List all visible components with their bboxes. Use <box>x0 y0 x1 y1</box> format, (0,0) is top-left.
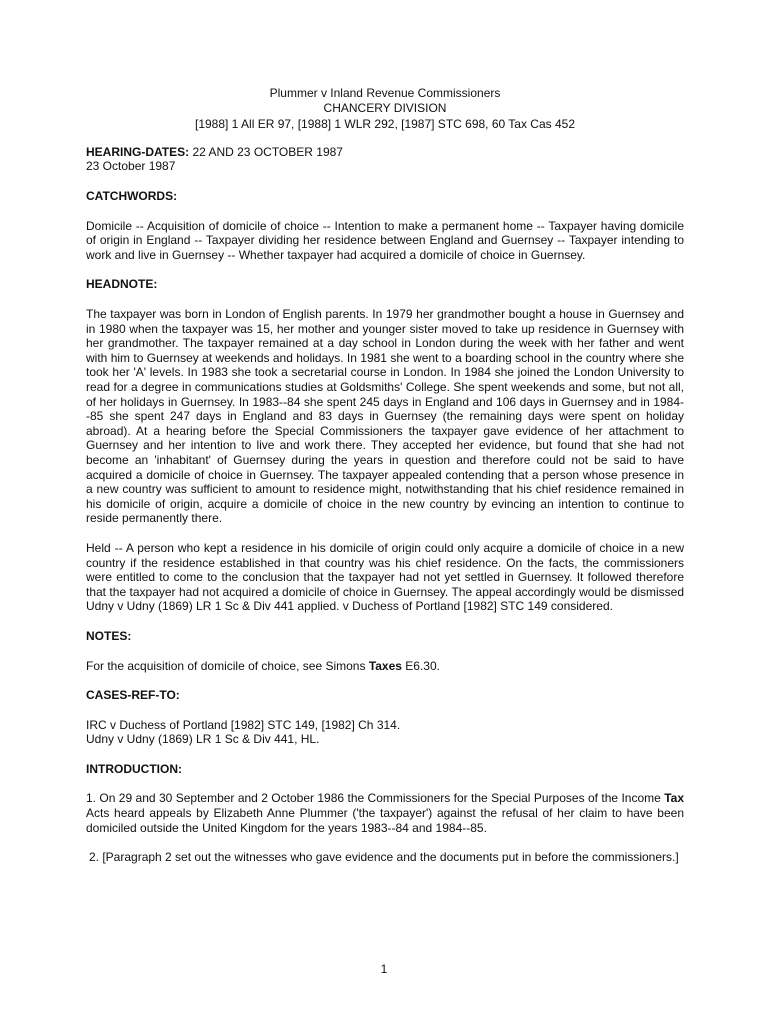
intro-p1-bold: Tax <box>664 791 684 806</box>
introduction-heading: INTRODUCTION: <box>86 761 182 776</box>
notes-text <box>86 659 684 674</box>
cases-ref-heading: CASES-REF-TO: <box>86 688 180 703</box>
document-page <box>86 86 684 880</box>
case-citations: [1988] 1 All ER 97, [1988] 1 WLR 292, [1987] STC 698, 60 Tax Cas 452 <box>194 116 575 131</box>
intro-p1-after: Acts heard appeals by Elizabeth Anne Plummer ('the taxpayer') against the refusal of her claim to have been domiciled outside the United Kingdom for the years 1983--84 and 1984--85. <box>86 806 684 835</box>
introduction-paragraph-2: 2. [Paragraph 2 set out the witnesses who gave evidence and the documents put in before the commissioners.] <box>89 850 679 865</box>
catchwords-text: Domicile -- Acquisition of domicile of choice -- Intention to make a permanent home -- Taxpayer having domicile of origin in England -- Taxpayer dividing her residence between England and Guernsey -- Taxpayer intending to work and live in Guernsey -- Whether taxpayer had acquired a domicile of choice in Guernsey. <box>86 218 684 262</box>
introduction-paragraph-1 <box>86 791 684 835</box>
hearing-dates-value: 22 AND 23 OCTOBER 1987 <box>189 144 343 159</box>
case-ref-item: IRC v Duchess of Portland [1982] STC 149, [1982] Ch 314. <box>86 717 401 732</box>
hearing-date-line: 23 October 1987 <box>86 159 176 174</box>
notes-text-bold: Taxes <box>368 658 402 673</box>
hearing-dates <box>86 145 684 174</box>
case-name: Plummer v Inland Revenue Commissioners <box>269 86 501 100</box>
case-ref-item: Udny v Udny (1869) LR 1 Sc & Div 441, HL. <box>86 732 320 747</box>
headnote-paragraph-2: Held -- A person who kept a residence in his domicile of origin could only acquire a domicile of choice in a new country if the residence established in that country was his chief residence. On the facts, the commissioners were entitled to come to the conclusion that the taxpayer had not yet settled in Guernsey. It followed therefore that the taxpayer had not acquired a domicile of choice in Guernsey. The appeal accordingly would be dismissed Udny v Udny (1869) LR 1 Sc & Div 441 applied. v Duchess of Portland [1982] STC 149 considered. <box>86 540 684 614</box>
catchwords-heading: CATCHWORDS: <box>86 189 178 204</box>
notes-text-before: For the acquisition of domicile of choice, see Simons <box>86 658 369 673</box>
page-number: 1 <box>380 962 388 976</box>
headnote-heading: HEADNOTE: <box>86 277 158 292</box>
notes-heading: NOTES: <box>86 628 132 643</box>
notes-text-after: E6.30. <box>401 658 440 673</box>
cases-ref-list <box>86 718 684 747</box>
intro-p1-before: 1. On 29 and 30 September and 2 October 1986 the Commissioners for the Special Purposes of the Income <box>86 791 665 806</box>
court-division: CHANCERY DIVISION <box>323 101 447 116</box>
headnote-paragraph-1: The taxpayer was born in London of English parents. In 1979 her grandmother bought a house in Guernsey and in 1980 when the taxpayer was 15, her mother and younger sister moved to take up residence in Guernsey with her grandmother. The taxpayer remained at a day school in London during the week with her father and went with him to Guernsey at weekends and holidays. In 1981 she went to a boarding school in the country where she took her 'A' levels. In 1983 she took a secretarial course in London. In 1984 she joined the London University to read for a degree in communications studies at Goldsmiths' College. She spent weekends and some, but not all, of her holidays in Guernsey. In 1983--84 she spent 245 days in England and 106 days in Guernsey and in 1984--85 she spent 247 days in England and 83 days in Guernsey (the remaining days were spent on holiday abroad). At a hearing before the Special Commissioners the taxpayer gave evidence of her attachment to Guernsey and her intention to live and work there. They accepted her evidence, but found that she had not become an 'inhabitant' of Guernsey during the years in question and therefore could not be said to have acquired a domicile of choice in Guernsey. The taxpayer appealed contending that a person whose presence in a new country was sufficient to amount to residence might, notwithstanding that his chief residence remained in his domicile of origin, acquire a domicile of choice in the new country by evincing an intention to continue to reside permanently there. <box>86 307 684 526</box>
hearing-dates-label: HEARING-DATES: <box>86 144 190 159</box>
case-header <box>86 86 684 132</box>
